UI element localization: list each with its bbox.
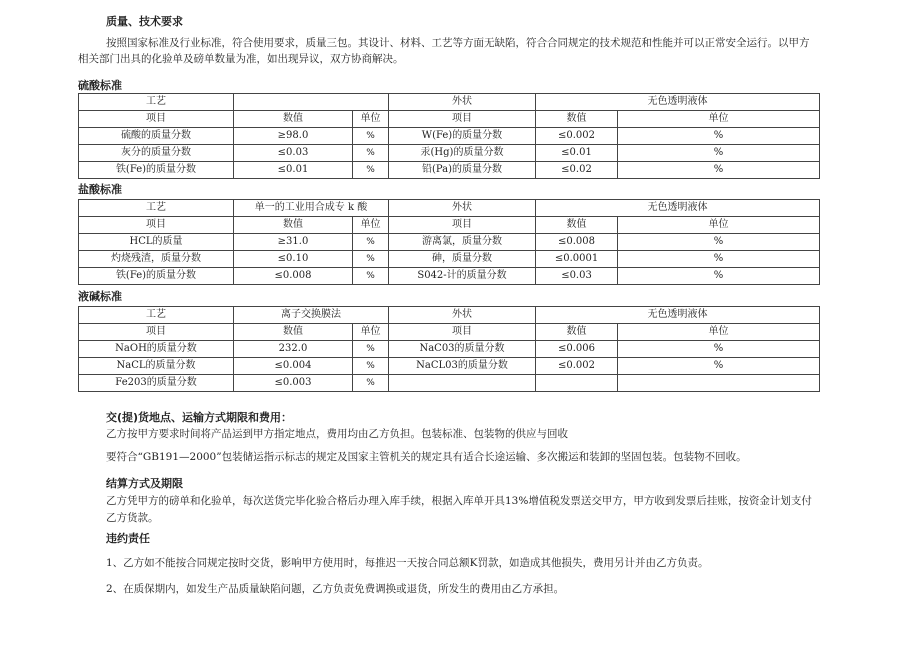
table-row — [79, 162, 820, 179]
table-row — [79, 268, 820, 285]
header-cell — [234, 94, 389, 111]
table-cell: ≤0.10 — [234, 251, 353, 268]
table-cell: 铁(Fe)的质量分数 — [79, 162, 234, 179]
quality-heading: 质量、技术要求 — [106, 15, 183, 28]
table-cell: % — [618, 341, 820, 358]
table-cell: ≤0.01 — [536, 145, 618, 162]
table-subheader-row — [79, 111, 820, 128]
table-cell: % — [353, 268, 389, 285]
subheader-cell: 项目 — [389, 324, 536, 341]
delivery-paragraph-line2: 要符合“GB191—2000”包装储运指示标志的规定及国家主管机关的规定具有适合长途运输、多次搬运和装卸的坚固包装。包装物不回收。 — [106, 451, 747, 463]
table-cell: % — [618, 251, 820, 268]
table-cell: % — [618, 128, 820, 145]
delivery-paragraph-line1: 乙方按甲方要求时间将产品运到甲方指定地点，费用均由乙方负担。包装标准、包装物的供应与回收 — [106, 428, 568, 440]
header-cell: 工艺 — [79, 200, 234, 217]
table-title-hydrochloric: 盐酸标准 — [78, 183, 122, 196]
table-row — [79, 234, 820, 251]
table-cell: ≥98.0 — [234, 128, 353, 145]
table-cell: ≤0.03 — [536, 268, 618, 285]
table-cell: ≤0.002 — [536, 358, 618, 375]
table-cell: ≤0.008 — [536, 234, 618, 251]
table-cell: % — [353, 234, 389, 251]
caustic-soda-spec-table — [78, 306, 820, 392]
table-header-row — [79, 200, 820, 217]
header-cell: 无色透明液体 — [536, 200, 820, 217]
table-cell: NaCL的质量分数 — [79, 358, 234, 375]
table-cell: 灰分的质量分数 — [79, 145, 234, 162]
table-cell: % — [353, 251, 389, 268]
table-title-sulfuric: 硫酸标准 — [78, 79, 122, 92]
table-cell: % — [618, 268, 820, 285]
table-header-row — [79, 94, 820, 111]
liability-heading: 违约责任 — [106, 532, 150, 545]
table-cell: 砷，质量分数 — [389, 251, 536, 268]
table-cell: % — [353, 145, 389, 162]
settlement-paragraph-line1: 乙方凭甲方的磅单和化验单，每次送货完毕化验合格后办理入库手续，根据入库单开具13%增值税发票送交甲方，甲方收到发票后挂账，按资金计划支付 — [106, 495, 812, 507]
settlement-heading: 结算方式及期限 — [106, 477, 183, 490]
table-cell: W(Fe)的质量分数 — [389, 128, 536, 145]
table-subheader-row — [79, 324, 820, 341]
table-row — [79, 375, 820, 392]
table-cell: 铅(Pa)的质量分数 — [389, 162, 536, 179]
table-row — [79, 341, 820, 358]
table-cell: ≤0.02 — [536, 162, 618, 179]
subheader-cell: 数值 — [536, 324, 618, 341]
table-cell: 232.0 — [234, 341, 353, 358]
header-cell: 外状 — [389, 307, 536, 324]
subheader-cell: 单位 — [618, 111, 820, 128]
subheader-cell: 数值 — [536, 111, 618, 128]
quality-paragraph-line1: 按照国家标准及行业标准，符合使用要求，质量三包。其设计、材料、工艺等方面无缺陷，符合合同规定的技术规范和性能并可以正常安全运行。以甲方 — [106, 37, 810, 49]
subheader-cell: 项目 — [79, 324, 234, 341]
table-row — [79, 145, 820, 162]
quality-paragraph-line2: 相关部门出具的化验单及磅单数量为准，如出现异议，双方协商解决。 — [78, 53, 404, 65]
table-title-caustic: 液碱标准 — [78, 290, 122, 303]
settlement-paragraph-line2: 乙方货款。 — [106, 512, 159, 524]
table-cell: 铁(Fe)的质量分数 — [79, 268, 234, 285]
header-cell: 无色透明液体 — [536, 307, 820, 324]
table-cell: ≤0.002 — [536, 128, 618, 145]
subheader-cell: 项目 — [389, 111, 536, 128]
table-cell: ≥31.0 — [234, 234, 353, 251]
subheader-cell: 项目 — [79, 217, 234, 234]
header-cell: 单一的工业用合成专 k 酸 — [234, 200, 389, 217]
subheader-cell: 单位 — [618, 324, 820, 341]
table-row — [79, 128, 820, 145]
table-cell: HCL的质量 — [79, 234, 234, 251]
subheader-cell: 单位 — [618, 217, 820, 234]
hydrochloric-acid-spec-table — [78, 199, 820, 285]
table-cell: 硫酸的质量分数 — [79, 128, 234, 145]
subheader-cell: 项目 — [389, 217, 536, 234]
table-cell: % — [618, 162, 820, 179]
table-cell: NaCL03的质量分数 — [389, 358, 536, 375]
subheader-cell: 项目 — [79, 111, 234, 128]
subheader-cell: 单位 — [353, 324, 389, 341]
liability-item-2: 2、在质保期内，如发生产品质量缺陷问题，乙方负责免费调换或退货，所发生的费用由乙方承担。 — [106, 583, 565, 595]
table-cell: ≤0.004 — [234, 358, 353, 375]
table-cell: % — [618, 234, 820, 251]
table-cell — [389, 375, 536, 392]
table-cell: % — [353, 341, 389, 358]
table-cell: 汞(Hg)的质量分数 — [389, 145, 536, 162]
subheader-cell: 单位 — [353, 217, 389, 234]
delivery-heading: 交(提)货地点、运输方式期限和费用： — [106, 411, 293, 424]
table-cell: ≤0.006 — [536, 341, 618, 358]
table-cell: % — [618, 145, 820, 162]
subheader-cell: 数值 — [536, 217, 618, 234]
subheader-cell: 数值 — [234, 111, 353, 128]
table-cell: ≤0.008 — [234, 268, 353, 285]
table-cell: ≤0.03 — [234, 145, 353, 162]
table-cell: Fe203的质量分数 — [79, 375, 234, 392]
table-row — [79, 358, 820, 375]
header-cell: 工艺 — [79, 94, 234, 111]
header-cell: 工艺 — [79, 307, 234, 324]
table-cell: % — [353, 375, 389, 392]
header-cell: 无色透明液体 — [536, 94, 820, 111]
table-cell: % — [353, 162, 389, 179]
subheader-cell: 数值 — [234, 324, 353, 341]
table-cell: 游离氯，质量分数 — [389, 234, 536, 251]
table-cell: NaOH的质量分数 — [79, 341, 234, 358]
table-cell: ≤0.003 — [234, 375, 353, 392]
table-row — [79, 251, 820, 268]
table-cell: % — [618, 358, 820, 375]
table-cell: % — [353, 128, 389, 145]
subheader-cell: 数值 — [234, 217, 353, 234]
header-cell: 外状 — [389, 94, 536, 111]
table-subheader-row — [79, 217, 820, 234]
table-cell: ≤0.0001 — [536, 251, 618, 268]
table-header-row — [79, 307, 820, 324]
table-cell: 灼烧残渣，质量分数 — [79, 251, 234, 268]
table-cell: % — [353, 358, 389, 375]
header-cell: 外状 — [389, 200, 536, 217]
table-cell: S042-计的质量分数 — [389, 268, 536, 285]
header-cell: 离子交换膜法 — [234, 307, 389, 324]
liability-item-1: 1、乙方如不能按合同规定按时交货，影响甲方使用时，每推迟一天按合同总额K罚款，如造成其他损失，费用另计并由乙方负责。 — [106, 557, 709, 569]
subheader-cell: 单位 — [353, 111, 389, 128]
table-cell — [536, 375, 618, 392]
table-cell: ≤0.01 — [234, 162, 353, 179]
table-cell: NaC03的质量分数 — [389, 341, 536, 358]
sulfuric-acid-spec-table — [78, 93, 820, 179]
table-cell — [618, 375, 820, 392]
